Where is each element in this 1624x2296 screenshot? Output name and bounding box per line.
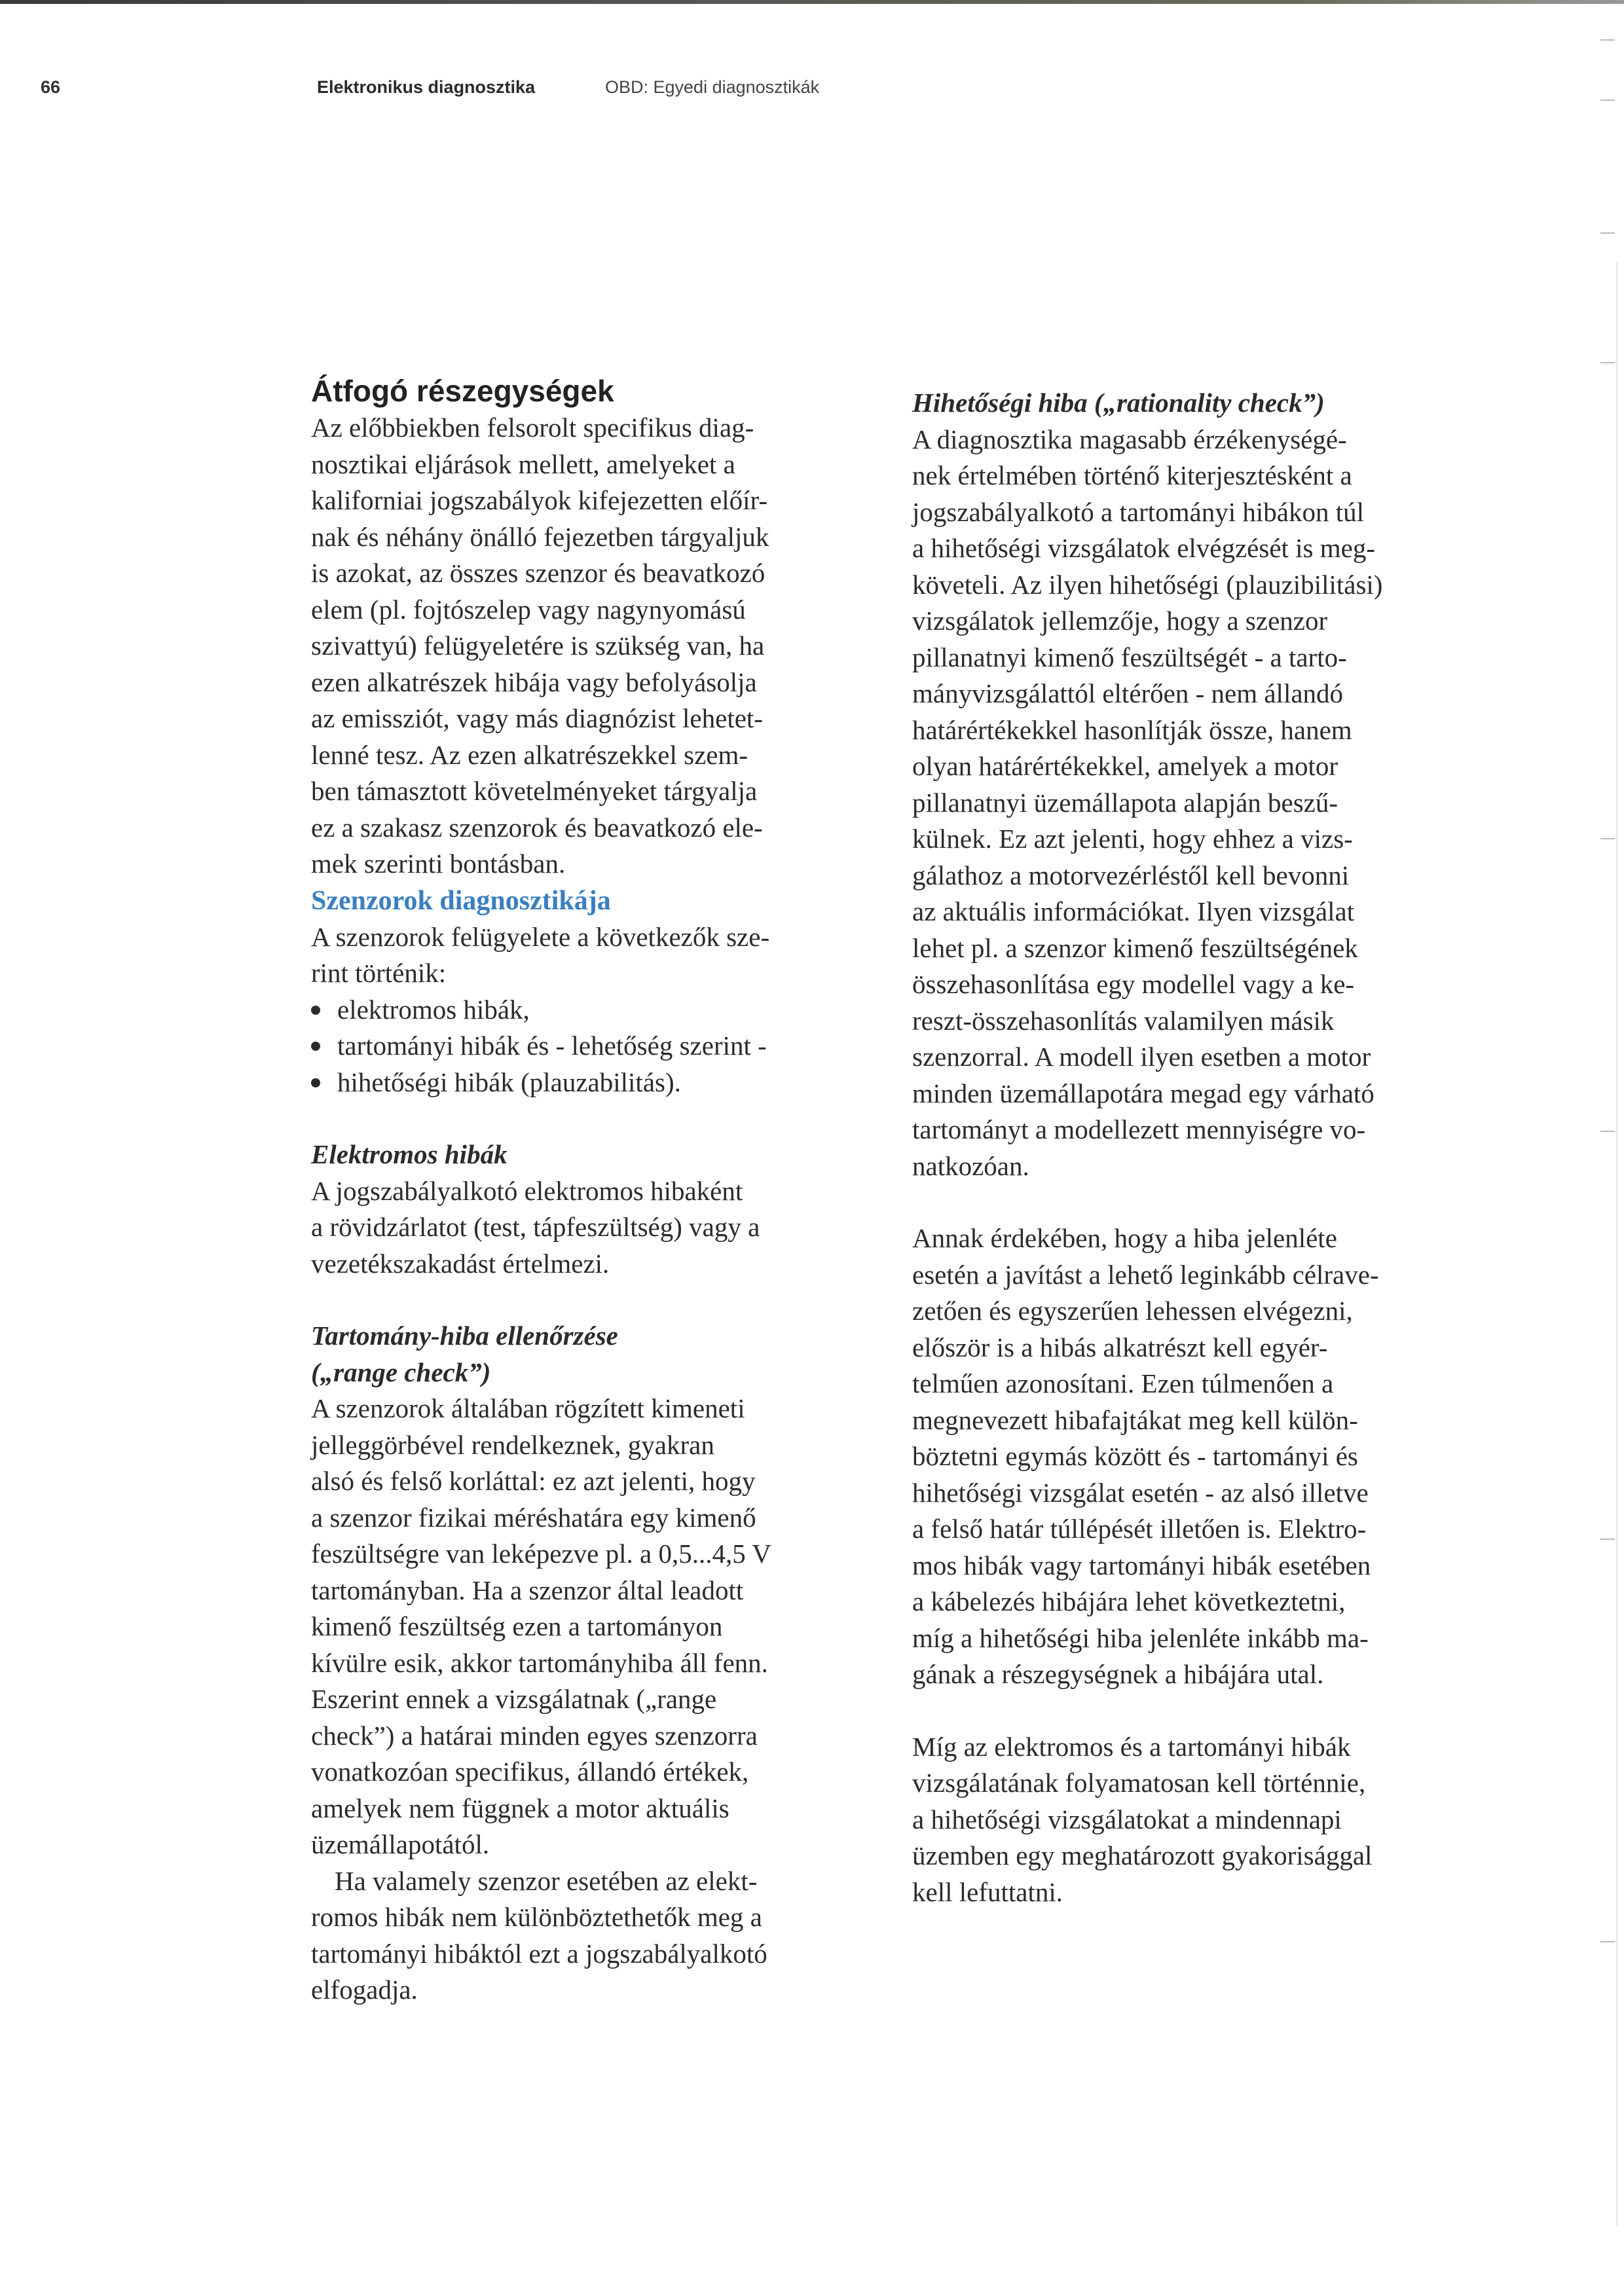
identification-paragraph bbox=[912, 1220, 1488, 1693]
text-line: A jogszabályalkotó elektromos hibaként bbox=[311, 1175, 743, 1206]
text-line: szenzorral. A modell ilyen esetben a motor bbox=[912, 1042, 1371, 1072]
text-line: Ha valamely szenzor esetében az elekt- bbox=[335, 1865, 758, 1896]
text-line: tartományi hibáktól ezt a jogszabályalkotó bbox=[311, 1938, 767, 1969]
text-line: az emissziót, vagy más diagnózist lehetet- bbox=[311, 703, 763, 733]
text-line: határértékekkel hasonlítják össze, hanem bbox=[912, 714, 1352, 745]
text-line: ez a szakasz szenzorok és beavatkozó ele- bbox=[311, 812, 763, 843]
text-line: vezetékszakadást értelmezi. bbox=[311, 1248, 610, 1279]
range-check-heading bbox=[311, 1318, 887, 1391]
text-line: nek értelmében történő kiterjesztésként a bbox=[912, 460, 1352, 490]
text-line: nosztikai eljárások mellett, amelyeket a bbox=[311, 448, 735, 479]
intro-paragraph bbox=[311, 410, 887, 883]
text-line: A diagnosztika magasabb érzékenységé- bbox=[912, 424, 1347, 454]
edge-mark bbox=[1600, 1131, 1615, 1132]
text-line: reszt-összehasonlítás valamilyen másik bbox=[912, 1005, 1335, 1036]
page-header bbox=[0, 77, 1624, 103]
text-line: olyan határértékekkel, amelyek a motor bbox=[912, 751, 1338, 781]
text-line: romos hibák nem különböztethetők meg a bbox=[311, 1902, 762, 1932]
text-line: pillanatnyi üzemállapota alapján beszű- bbox=[912, 787, 1338, 818]
text-line: esetén a javítást a lehető leginkább célrave- bbox=[912, 1259, 1379, 1290]
text-line: lenné tesz. Az ezen alkatrészekkel szem- bbox=[311, 739, 748, 770]
text-line: telműen azonosítani. Ezen túlmenően a bbox=[912, 1368, 1334, 1398]
text-line: zetően és egyszerűen lehessen elvégezni, bbox=[912, 1296, 1353, 1326]
edge-mark bbox=[1600, 39, 1615, 41]
spacer bbox=[311, 1282, 887, 1318]
text-line: böztetni egymás között és - tartományi és bbox=[912, 1441, 1358, 1471]
frequency-paragraph bbox=[912, 1729, 1488, 1911]
text-line: check”) a határai minden egyes szenzorra bbox=[311, 1720, 758, 1751]
sensor-intro-paragraph bbox=[311, 919, 887, 992]
text-line: minden üzemállapotára megad egy várható bbox=[912, 1078, 1375, 1108]
text-line: megnevezett hibafajtákat meg kell külön- bbox=[912, 1404, 1358, 1435]
text-line: míg a hihetőségi hiba jelenléte inkább ma- bbox=[912, 1622, 1369, 1653]
text-line: pillanatnyi kimenő feszültségét - a tarto- bbox=[912, 642, 1347, 672]
text-line: elfogadja. bbox=[311, 1975, 418, 2005]
text-line: is azokat, az összes szenzor és beavatkozó bbox=[311, 558, 766, 588]
electrical-faults-paragraph bbox=[311, 1173, 887, 1283]
text-line: a felső határ túllépését illetően is. Elektro- bbox=[912, 1514, 1367, 1544]
text-line: a hihetőségi vizsgálatok elvégzését is meg- bbox=[912, 533, 1376, 563]
text-line: kell lefuttatni. bbox=[912, 1876, 1063, 1907]
range-check-paragraph-2 bbox=[311, 1863, 887, 2009]
text-line: hihetőségi vizsgálat esetén - az alsó illetve bbox=[912, 1477, 1369, 1508]
text-line: nak és néhány önálló fejezetben tárgyaljuk bbox=[311, 521, 769, 552]
text-line: Annak érdekében, hogy a hiba jelenléte bbox=[912, 1223, 1337, 1253]
text-line: ben támasztott követelményeket tárgyalja bbox=[311, 776, 758, 806]
edge-mark bbox=[1600, 1539, 1615, 1540]
text-line: Míg az elektromos és a tartományi hibák bbox=[912, 1731, 1351, 1762]
text-line: külnek. Ez azt jelenti, hogy ehhez a vizs- bbox=[912, 824, 1353, 854]
edge-mark bbox=[1600, 232, 1615, 234]
text-line: a kábelezés hibájára lehet következtetni, bbox=[912, 1586, 1346, 1616]
text-line: kívülre esik, akkor tartományhiba áll fenn. bbox=[311, 1647, 768, 1678]
text-line: jogszabályalkotó a tartományi hibákon túl bbox=[912, 496, 1364, 527]
list-item bbox=[311, 1028, 887, 1065]
text-line: gának a részegységnek a hibájára utal. bbox=[912, 1659, 1324, 1689]
bullet-icon bbox=[311, 1078, 320, 1087]
text-line: először is a hibás alkatrészt kell egyér- bbox=[912, 1332, 1328, 1362]
text-line: rint történik: bbox=[311, 958, 447, 988]
electrical-faults-heading: Elektromos hibák bbox=[311, 1139, 507, 1169]
text-line: mek szerinti bontásban. bbox=[311, 848, 566, 879]
text-line: („range check”) bbox=[311, 1357, 491, 1387]
text-line: vizsgálatok jellemzője, hogy a szenzor bbox=[912, 606, 1328, 636]
text-line: tartományt a modellezett mennyiségre vo- bbox=[912, 1114, 1366, 1144]
text-line: feszültségre van leképezve pl. a 0,5...4,5 V bbox=[311, 1539, 771, 1569]
bullet-icon bbox=[311, 1006, 320, 1015]
edge-mark bbox=[1600, 838, 1615, 839]
text-line: a szenzor fizikai méréshatára egy kimenő bbox=[311, 1502, 756, 1533]
text-line: Az előbbiekben felsorolt specifikus diag- bbox=[311, 412, 754, 443]
text-line: Tartomány-hiba ellenőrzése bbox=[311, 1321, 618, 1351]
text-line: ezen alkatrészek hibája vagy befolyásolja bbox=[311, 666, 757, 697]
spacer bbox=[311, 1101, 887, 1137]
text-line: tartományban. Ha a szenzor által leadott bbox=[311, 1575, 744, 1605]
text-line: A szenzorok általában rögzített kimeneti bbox=[311, 1393, 745, 1423]
text-line: kaliforniai jogszabályok kifejezetten előír- bbox=[311, 485, 768, 515]
text-line: gálathoz a motorvezérléstől kell bevonni bbox=[912, 860, 1350, 890]
text-line: elem (pl. fojtószelep vagy nagynyomású bbox=[311, 594, 746, 625]
spacer bbox=[912, 1184, 1488, 1220]
bullet-icon bbox=[311, 1042, 320, 1051]
list-item-text: tartományi hibák és - lehetőség szerint - bbox=[337, 1030, 767, 1061]
text-line: kimenő feszültség ezen a tartományon bbox=[311, 1611, 723, 1641]
rationality-check-heading: Hihetőségi hiba („rationality check”) bbox=[912, 388, 1325, 418]
edge-mark bbox=[1600, 1941, 1615, 1942]
text-line: az aktuális információkat. Ilyen vizsgálat bbox=[912, 896, 1355, 926]
text-line: összehasonlítása egy modellel vagy a ke- bbox=[912, 969, 1355, 999]
text-line: alsó és felső korláttal: ez azt jelenti, hogy bbox=[311, 1466, 756, 1496]
text-line: natkozóan. bbox=[912, 1150, 1029, 1181]
spacer bbox=[912, 1693, 1488, 1729]
text-line: amelyek nem függnek a motor aktuális bbox=[311, 1793, 729, 1823]
scan-right-edge bbox=[1616, 262, 1617, 2226]
text-line: lehet pl. a szenzor kimenő feszültségének bbox=[912, 932, 1358, 963]
section-title: Átfogó részegységek bbox=[311, 374, 614, 408]
scan-top-edge bbox=[0, 0, 1624, 4]
running-title: Elektronikus diagnosztika bbox=[317, 77, 536, 97]
page-number: 66 bbox=[41, 77, 61, 97]
right-column bbox=[912, 367, 1488, 1910]
rationality-check-paragraph bbox=[912, 422, 1488, 1185]
text-line: üzemben egy meghatározott gyakorisággal bbox=[912, 1840, 1373, 1870]
list-item-text: hihetőségi hibák (plauzabilitás). bbox=[337, 1066, 681, 1097]
text-line: Eszerint ennek a vizsgálatnak („range bbox=[311, 1684, 717, 1714]
text-line: A szenzorok felügyelete a következők sze- bbox=[311, 921, 770, 952]
list-item bbox=[311, 1065, 887, 1101]
text-line: vizsgálatának folyamatosan kell történnie, bbox=[912, 1768, 1366, 1798]
text-line: követeli. Az ilyen hihetőségi (plauzibilitási) bbox=[912, 569, 1383, 600]
text-line: a hihetőségi vizsgálatokat a mindennapi bbox=[912, 1804, 1342, 1834]
text-line: a rövidzárlatot (test, tápfeszültség) vagy a bbox=[311, 1212, 760, 1242]
list-item-text: elektromos hibák, bbox=[337, 994, 530, 1025]
text-line: mányvizsgálattól eltérően - nem állandó bbox=[912, 678, 1344, 708]
list-item bbox=[311, 992, 887, 1029]
text-line: vonatkozóan specifikus, állandó értékek, bbox=[311, 1757, 749, 1787]
text-line: jelleggörbével rendelkeznek, gyakran bbox=[311, 1429, 714, 1460]
edge-mark bbox=[1600, 362, 1615, 363]
text-line: üzemállapotától. bbox=[311, 1829, 490, 1859]
text-line: mos hibák vagy tartományi hibák esetében bbox=[912, 1550, 1371, 1580]
range-check-paragraph bbox=[311, 1391, 887, 1863]
fault-type-list bbox=[311, 992, 887, 1101]
text-line: szivattyú) felügyeletére is szükség van, ha bbox=[311, 630, 765, 661]
left-column bbox=[311, 367, 887, 2009]
sensor-diagnostics-heading: Szenzorok diagnosztikája bbox=[311, 885, 611, 916]
running-subtitle: OBD: Egyedi diagnosztikák bbox=[605, 77, 820, 97]
